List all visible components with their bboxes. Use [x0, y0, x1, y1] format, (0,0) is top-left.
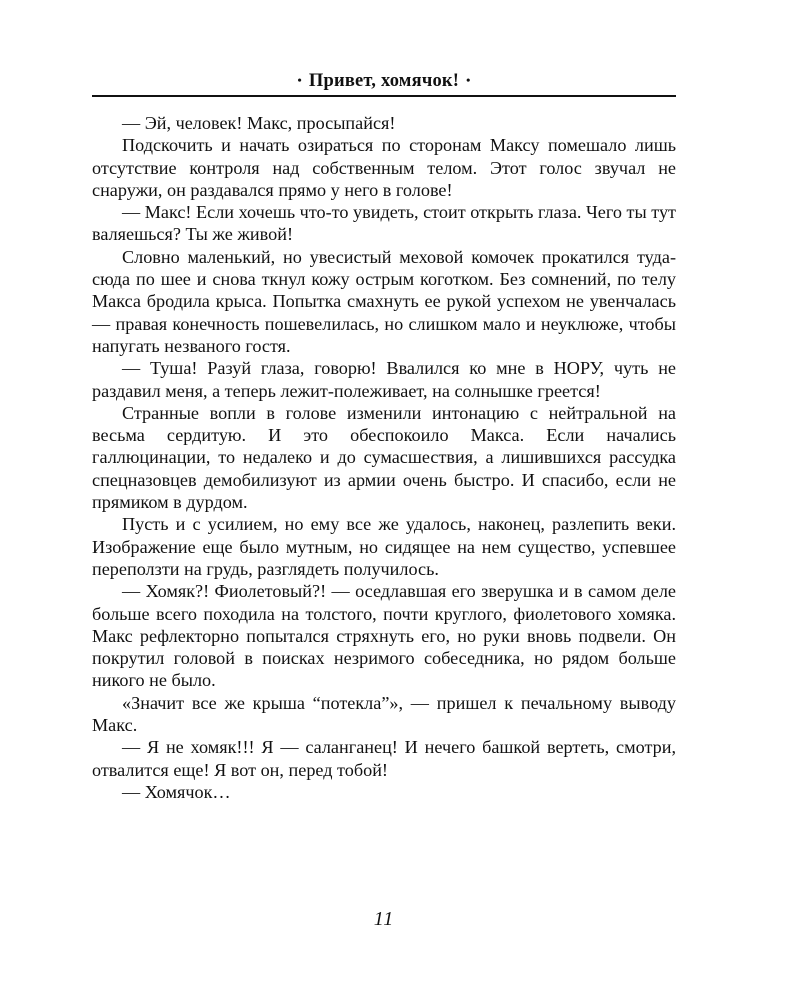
- header-right-bullet: •: [466, 73, 471, 87]
- paragraph: Пусть и с усилием, но ему все же удалось, наконец, разлепить веки. Изображение еще было мутным, но сидящее на нем существо, успевшее переползти на грудь, разглядеть получилось.: [92, 514, 676, 579]
- paragraph: Странные вопли в голове изменили интонацию с нейтральной на весьма сердитую. И это обеспокоило Макса. Если начались галлюцинации, то недалеко и до сумасшествия, а лишившихся рассудка спецназовцев демобилизуют из армии очень быстро. И спасибо, если не прямиком в дурдом.: [92, 402, 676, 513]
- page-number: 11: [373, 908, 395, 930]
- header-left-bullet: •: [297, 73, 302, 87]
- paragraph: — Макс! Если хочешь что-то увидеть, стоит открыть глаза. Чего ты тут валяешься? Ты же живой!: [92, 202, 676, 245]
- paragraph: — Туша! Разуй глаза, говорю! Ввалился ко мне в НОРУ, чуть не раздавил меня, а теперь лежит-полеживает, на солнышке греется!: [92, 358, 676, 401]
- paragraph: Словно маленький, но увесистый меховой комочек прокатился туда-сюда по шее и снова ткнул кожу острым коготком. Без сомнений, по телу Макса бродила крыса. Попытка смахнуть ее рукой успехом не увенчалась — правая конечность пошевелилась, но слишком мало и неуклюже, чтобы напугать незваного гостя.: [92, 246, 676, 356]
- paragraph: — Эй, человек! Макс, просыпайся!: [122, 113, 396, 133]
- paragraph: — Я не хомяк!!! Я — саланганец! И нечего башкой вертеть, смотри, отвалится еще! Я вот он, перед тобой!: [92, 737, 676, 780]
- running-header-title: Привет, хомячок!: [308, 71, 460, 91]
- paragraph: Подскочить и начать озираться по сторонам Максу помешало лишь отсутствие контроля над собственным телом. Этот голос звучал не снаружи, он раздавался прямо у него в голове!: [92, 135, 676, 200]
- header-rule: [92, 95, 676, 97]
- paragraph: — Хомяк?! Фиолетовый?! — оседлавшая его зверушка и в самом деле больше всего походила на толстого, почти круглого, фиолетового хомяка. Макс рефлекторно попытался стряхнуть его, но руки вновь подвели. Он покрутил головой в поисках незримого собеседника, но рядом больше никого не было.: [92, 581, 676, 691]
- paragraph: «Значит все же крыша “потекла”», — пришел к печальному выводу Макс.: [92, 692, 676, 736]
- body-text: [92, 112, 676, 803]
- paragraph: — Хомячок…: [122, 781, 231, 802]
- running-header: [92, 66, 676, 94]
